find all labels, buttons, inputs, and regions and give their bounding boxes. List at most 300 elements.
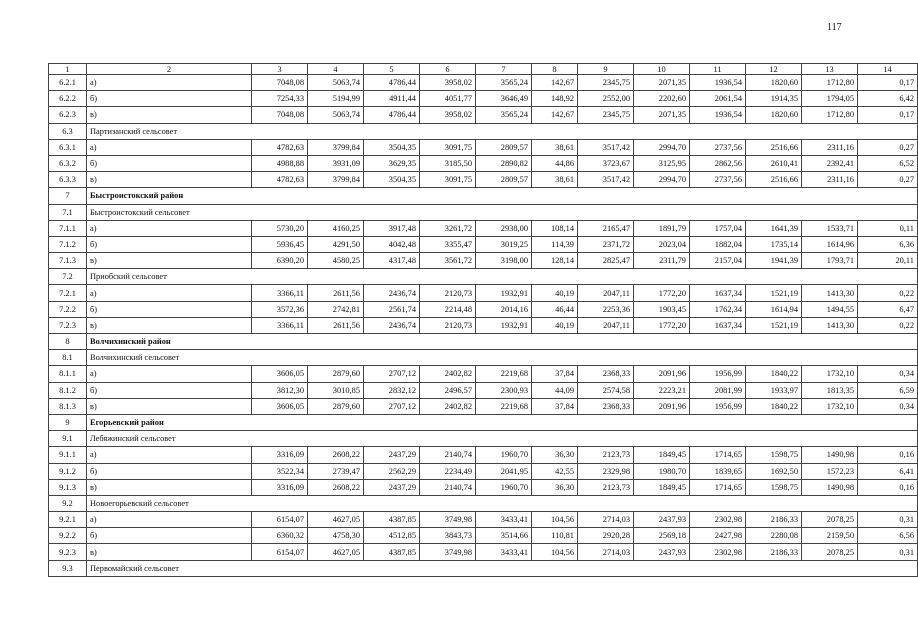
row-code: 9.1.2	[49, 463, 87, 479]
value-cell: 1521,19	[746, 317, 802, 333]
value-cell: 3565,24	[476, 75, 532, 91]
value-cell: 4988,88	[252, 155, 308, 171]
value-cell: 2552,00	[578, 91, 634, 107]
value-cell: 2392,41	[802, 155, 858, 171]
value-cell: 2994,70	[634, 139, 690, 155]
section-row	[49, 204, 918, 220]
value-cell: 5063,74	[308, 75, 364, 91]
value-cell: 2561,74	[364, 301, 420, 317]
row-code: 6.3.2	[49, 155, 87, 171]
value-cell: 3517,42	[578, 172, 634, 188]
value-cell: 5194,99	[308, 91, 364, 107]
table-row	[49, 253, 918, 269]
value-cell: 2214,48	[420, 301, 476, 317]
table-row	[49, 544, 918, 560]
value-cell: 1413,30	[802, 285, 858, 301]
value-cell: 1813,35	[802, 382, 858, 398]
row-variant: а)	[87, 75, 252, 91]
header-cell: 8	[532, 64, 578, 75]
value-cell: 1490,98	[802, 479, 858, 495]
row-code: 8.1.2	[49, 382, 87, 398]
value-cell: 5063,74	[308, 107, 364, 123]
value-cell: 2345,75	[578, 75, 634, 91]
value-cell: 3010,85	[308, 382, 364, 398]
value-cell: 4387,85	[364, 544, 420, 560]
table-row	[49, 172, 918, 188]
value-cell: 7048,08	[252, 75, 308, 91]
value-cell: 2219,68	[476, 366, 532, 382]
tariff-table	[48, 63, 918, 577]
page-number: 117	[827, 22, 842, 33]
value-cell: 1714,65	[690, 479, 746, 495]
value-cell: 2368,33	[578, 398, 634, 414]
header-cell: 12	[746, 64, 802, 75]
value-cell: 3366,11	[252, 285, 308, 301]
value-cell: 1735,14	[746, 236, 802, 252]
table-body	[49, 64, 918, 577]
value-cell: 4160,25	[308, 220, 364, 236]
value-cell: 3514,66	[476, 528, 532, 544]
value-cell: 0,34	[858, 398, 918, 414]
row-code: 6.2.2	[49, 91, 87, 107]
value-cell: 3522,34	[252, 463, 308, 479]
value-cell: 3958,02	[420, 107, 476, 123]
value-cell: 1762,34	[690, 301, 746, 317]
value-cell: 2165,47	[578, 220, 634, 236]
value-cell: 2140,74	[420, 447, 476, 463]
row-variant: а)	[87, 139, 252, 155]
value-cell: 2120,73	[420, 317, 476, 333]
row-variant: а)	[87, 220, 252, 236]
value-cell: 3812,30	[252, 382, 308, 398]
value-cell: 2437,29	[364, 479, 420, 495]
value-cell: 0,34	[858, 366, 918, 382]
value-cell: 2739,47	[308, 463, 364, 479]
value-cell: 2223,21	[634, 382, 690, 398]
value-cell: 1794,05	[802, 91, 858, 107]
row-variant: б)	[87, 528, 252, 544]
value-cell: 2302,98	[690, 544, 746, 560]
value-cell: 2809,57	[476, 172, 532, 188]
table-row	[49, 398, 918, 414]
header-cell: 7	[476, 64, 532, 75]
value-cell: 6,36	[858, 236, 918, 252]
value-cell: 2023,04	[634, 236, 690, 252]
value-cell: 3799,84	[308, 139, 364, 155]
row-code: 9.2.1	[49, 512, 87, 528]
council-name: Новоегорьевский сельсовет	[87, 495, 918, 511]
value-cell: 2041,95	[476, 463, 532, 479]
row-code: 9.3	[49, 560, 87, 576]
header-cell: 1	[49, 64, 87, 75]
value-cell: 142,67	[532, 107, 578, 123]
row-variant: б)	[87, 155, 252, 171]
value-cell: 2302,98	[690, 512, 746, 528]
table-row	[49, 463, 918, 479]
value-cell: 1936,54	[690, 75, 746, 91]
council-name: Быстроистокский сельсовет	[87, 204, 918, 220]
value-cell: 1960,70	[476, 447, 532, 463]
value-cell: 2436,74	[364, 285, 420, 301]
value-cell: 2862,56	[690, 155, 746, 171]
value-cell: 4911,44	[364, 91, 420, 107]
value-cell: 2890,82	[476, 155, 532, 171]
value-cell: 2611,56	[308, 317, 364, 333]
value-cell: 114,39	[532, 236, 578, 252]
value-cell: 1932,91	[476, 317, 532, 333]
value-cell: 2496,57	[420, 382, 476, 398]
row-code: 6.2.1	[49, 75, 87, 91]
value-cell: 2608,22	[308, 447, 364, 463]
value-cell: 4317,48	[364, 253, 420, 269]
value-cell: 2611,56	[308, 285, 364, 301]
value-cell: 2091,96	[634, 398, 690, 414]
header-cell: 2	[87, 64, 252, 75]
header-cell: 9	[578, 64, 634, 75]
value-cell: 3565,24	[476, 107, 532, 123]
header-cell: 13	[802, 64, 858, 75]
row-code: 9.1.3	[49, 479, 87, 495]
value-cell: 2994,70	[634, 172, 690, 188]
value-cell: 4051,77	[420, 91, 476, 107]
value-cell: 2437,29	[364, 447, 420, 463]
value-cell: 3504,35	[364, 139, 420, 155]
table-row	[49, 512, 918, 528]
header-row	[49, 64, 918, 75]
value-cell: 0,22	[858, 317, 918, 333]
value-cell: 6360,32	[252, 528, 308, 544]
value-cell: 2707,12	[364, 366, 420, 382]
value-cell: 3606,05	[252, 398, 308, 414]
table-row	[49, 236, 918, 252]
value-cell: 2707,12	[364, 398, 420, 414]
value-cell: 3917,48	[364, 220, 420, 236]
value-cell: 3091,75	[420, 139, 476, 155]
table-row	[49, 220, 918, 236]
value-cell: 1960,70	[476, 479, 532, 495]
row-variant: б)	[87, 382, 252, 398]
value-cell: 2157,04	[690, 253, 746, 269]
value-cell: 4627,05	[308, 544, 364, 560]
value-cell: 1637,34	[690, 285, 746, 301]
row-variant: в)	[87, 253, 252, 269]
value-cell: 1614,94	[746, 301, 802, 317]
value-cell: 2368,33	[578, 366, 634, 382]
value-cell: 0,17	[858, 75, 918, 91]
row-code: 6.3	[49, 123, 87, 139]
value-cell: 2938,00	[476, 220, 532, 236]
value-cell: 2123,73	[578, 447, 634, 463]
value-cell: 2879,60	[308, 398, 364, 414]
section-row	[49, 123, 918, 139]
value-cell: 2737,56	[690, 172, 746, 188]
table-row	[49, 317, 918, 333]
row-code: 6.3.1	[49, 139, 87, 155]
value-cell: 4387,85	[364, 512, 420, 528]
value-cell: 6,56	[858, 528, 918, 544]
value-cell: 2562,29	[364, 463, 420, 479]
value-cell: 1936,54	[690, 107, 746, 123]
header-cell: 4	[308, 64, 364, 75]
value-cell: 3606,05	[252, 366, 308, 382]
value-cell: 2516,66	[746, 172, 802, 188]
table-row	[49, 285, 918, 301]
value-cell: 1933,97	[746, 382, 802, 398]
value-cell: 37,84	[532, 366, 578, 382]
row-code: 8	[49, 334, 87, 350]
value-cell: 1413,30	[802, 317, 858, 333]
value-cell: 2078,25	[802, 512, 858, 528]
value-cell: 3366,11	[252, 317, 308, 333]
value-cell: 2574,58	[578, 382, 634, 398]
value-cell: 3843,73	[420, 528, 476, 544]
row-code: 6.2.3	[49, 107, 87, 123]
value-cell: 3749,98	[420, 512, 476, 528]
header-cell: 14	[858, 64, 918, 75]
value-cell: 1572,23	[802, 463, 858, 479]
row-variant: б)	[87, 301, 252, 317]
section-row	[49, 431, 918, 447]
value-cell: 4042,48	[364, 236, 420, 252]
district-name: Быстроистокский район	[87, 188, 918, 204]
value-cell: 2014,16	[476, 301, 532, 317]
value-cell: 1839,65	[690, 463, 746, 479]
value-cell: 2202,60	[634, 91, 690, 107]
value-cell: 2714,03	[578, 512, 634, 528]
value-cell: 1732,10	[802, 366, 858, 382]
table-row	[49, 366, 918, 382]
value-cell: 36,30	[532, 479, 578, 495]
value-cell: 1732,10	[802, 398, 858, 414]
value-cell: 2569,18	[634, 528, 690, 544]
value-cell: 3561,72	[420, 253, 476, 269]
value-cell: 2091,96	[634, 366, 690, 382]
value-cell: 3125,95	[634, 155, 690, 171]
value-cell: 0,22	[858, 285, 918, 301]
value-cell: 0,16	[858, 447, 918, 463]
value-cell: 1598,75	[746, 479, 802, 495]
value-cell: 44,09	[532, 382, 578, 398]
value-cell: 2120,73	[420, 285, 476, 301]
row-code: 8.1	[49, 350, 87, 366]
value-cell: 6,41	[858, 463, 918, 479]
value-cell: 2742,81	[308, 301, 364, 317]
value-cell: 1903,45	[634, 301, 690, 317]
value-cell: 37,84	[532, 398, 578, 414]
value-cell: 1820,60	[746, 75, 802, 91]
value-cell: 3749,98	[420, 544, 476, 560]
value-cell: 4291,50	[308, 236, 364, 252]
value-cell: 2234,49	[420, 463, 476, 479]
table-row	[49, 155, 918, 171]
value-cell: 1914,35	[746, 91, 802, 107]
value-cell: 38,61	[532, 172, 578, 188]
council-name: Приобский сельсовет	[87, 269, 918, 285]
value-cell: 2061,54	[690, 91, 746, 107]
value-cell: 4786,44	[364, 75, 420, 91]
header-cell: 10	[634, 64, 690, 75]
value-cell: 2219,68	[476, 398, 532, 414]
council-name: Партизанский сельсовет	[87, 123, 918, 139]
table-row	[49, 382, 918, 398]
value-cell: 2436,74	[364, 317, 420, 333]
value-cell: 3799,84	[308, 172, 364, 188]
section-row	[49, 560, 918, 576]
value-cell: 1840,22	[746, 398, 802, 414]
value-cell: 36,30	[532, 447, 578, 463]
row-code: 9	[49, 414, 87, 430]
value-cell: 1598,75	[746, 447, 802, 463]
table-row	[49, 447, 918, 463]
value-cell: 1772,20	[634, 317, 690, 333]
value-cell: 2071,35	[634, 107, 690, 123]
district-name: Волчихинский район	[87, 334, 918, 350]
row-variant: б)	[87, 91, 252, 107]
value-cell: 1772,20	[634, 285, 690, 301]
value-cell: 2123,73	[578, 479, 634, 495]
value-cell: 2345,75	[578, 107, 634, 123]
value-cell: 1956,99	[690, 366, 746, 382]
value-cell: 3198,00	[476, 253, 532, 269]
value-cell: 2186,33	[746, 544, 802, 560]
value-cell: 3629,35	[364, 155, 420, 171]
value-cell: 108,14	[532, 220, 578, 236]
value-cell: 3517,42	[578, 139, 634, 155]
value-cell: 1692,50	[746, 463, 802, 479]
value-cell: 3723,67	[578, 155, 634, 171]
table-row	[49, 301, 918, 317]
table-row	[49, 91, 918, 107]
row-code: 9.1.1	[49, 447, 87, 463]
value-cell: 4627,05	[308, 512, 364, 528]
value-cell: 6,47	[858, 301, 918, 317]
value-cell: 3433,41	[476, 512, 532, 528]
value-cell: 2437,93	[634, 512, 690, 528]
value-cell: 2610,41	[746, 155, 802, 171]
value-cell: 0,31	[858, 512, 918, 528]
row-variant: в)	[87, 544, 252, 560]
value-cell: 1712,80	[802, 107, 858, 123]
value-cell: 44,86	[532, 155, 578, 171]
value-cell: 3316,09	[252, 447, 308, 463]
value-cell: 3019,25	[476, 236, 532, 252]
value-cell: 38,61	[532, 139, 578, 155]
value-cell: 0,17	[858, 107, 918, 123]
row-code: 7.1.3	[49, 253, 87, 269]
row-code: 9.2	[49, 495, 87, 511]
district-row	[49, 188, 918, 204]
value-cell: 2140,74	[420, 479, 476, 495]
district-row	[49, 414, 918, 430]
value-cell: 1614,96	[802, 236, 858, 252]
value-cell: 2253,36	[578, 301, 634, 317]
value-cell: 1637,34	[690, 317, 746, 333]
value-cell: 0,27	[858, 172, 918, 188]
value-cell: 110,81	[532, 528, 578, 544]
value-cell: 2159,50	[802, 528, 858, 544]
value-cell: 3504,35	[364, 172, 420, 188]
value-cell: 6390,20	[252, 253, 308, 269]
value-cell: 1757,04	[690, 220, 746, 236]
value-cell: 1793,71	[802, 253, 858, 269]
row-code: 7.2.1	[49, 285, 87, 301]
value-cell: 2311,79	[634, 253, 690, 269]
value-cell: 2329,98	[578, 463, 634, 479]
value-cell: 4782,63	[252, 172, 308, 188]
value-cell: 20,11	[858, 253, 918, 269]
row-variant: а)	[87, 447, 252, 463]
value-cell: 6154,07	[252, 512, 308, 528]
value-cell: 2737,56	[690, 139, 746, 155]
row-code: 9.1	[49, 431, 87, 447]
row-variant: в)	[87, 479, 252, 495]
value-cell: 104,56	[532, 544, 578, 560]
council-name: Лебяжинский сельсовет	[87, 431, 918, 447]
value-cell: 6154,07	[252, 544, 308, 560]
table-row	[49, 528, 918, 544]
value-cell: 2280,08	[746, 528, 802, 544]
value-cell: 1840,22	[746, 366, 802, 382]
value-cell: 3931,09	[308, 155, 364, 171]
row-code: 6.3.3	[49, 172, 87, 188]
value-cell: 2714,03	[578, 544, 634, 560]
value-cell: 128,14	[532, 253, 578, 269]
value-cell: 1490,98	[802, 447, 858, 463]
value-cell: 3185,50	[420, 155, 476, 171]
value-cell: 2071,35	[634, 75, 690, 91]
district-row	[49, 334, 918, 350]
row-variant: б)	[87, 463, 252, 479]
row-variant: в)	[87, 317, 252, 333]
value-cell: 0,11	[858, 220, 918, 236]
value-cell: 2920,28	[578, 528, 634, 544]
value-cell: 1521,19	[746, 285, 802, 301]
value-cell: 104,56	[532, 512, 578, 528]
table-row	[49, 107, 918, 123]
value-cell: 3433,41	[476, 544, 532, 560]
value-cell: 2311,16	[802, 139, 858, 155]
value-cell: 2402,82	[420, 366, 476, 382]
value-cell: 1980,70	[634, 463, 690, 479]
value-cell: 1932,91	[476, 285, 532, 301]
row-variant: в)	[87, 172, 252, 188]
value-cell: 5936,45	[252, 236, 308, 252]
value-cell: 1849,45	[634, 479, 690, 495]
section-row	[49, 269, 918, 285]
row-code: 7.2.2	[49, 301, 87, 317]
value-cell: 1533,71	[802, 220, 858, 236]
value-cell: 1820,60	[746, 107, 802, 123]
value-cell: 4580,25	[308, 253, 364, 269]
value-cell: 2516,66	[746, 139, 802, 155]
value-cell: 0,16	[858, 479, 918, 495]
table-row	[49, 479, 918, 495]
row-code: 7.1.2	[49, 236, 87, 252]
value-cell: 2186,33	[746, 512, 802, 528]
value-cell: 6,52	[858, 155, 918, 171]
value-cell: 2879,60	[308, 366, 364, 382]
value-cell: 40,19	[532, 285, 578, 301]
value-cell: 0,27	[858, 139, 918, 155]
row-code: 7	[49, 188, 87, 204]
value-cell: 46,44	[532, 301, 578, 317]
value-cell: 2371,72	[578, 236, 634, 252]
row-variant: в)	[87, 107, 252, 123]
value-cell: 1882,04	[690, 236, 746, 252]
value-cell: 6,42	[858, 91, 918, 107]
value-cell: 1712,80	[802, 75, 858, 91]
value-cell: 2608,22	[308, 479, 364, 495]
